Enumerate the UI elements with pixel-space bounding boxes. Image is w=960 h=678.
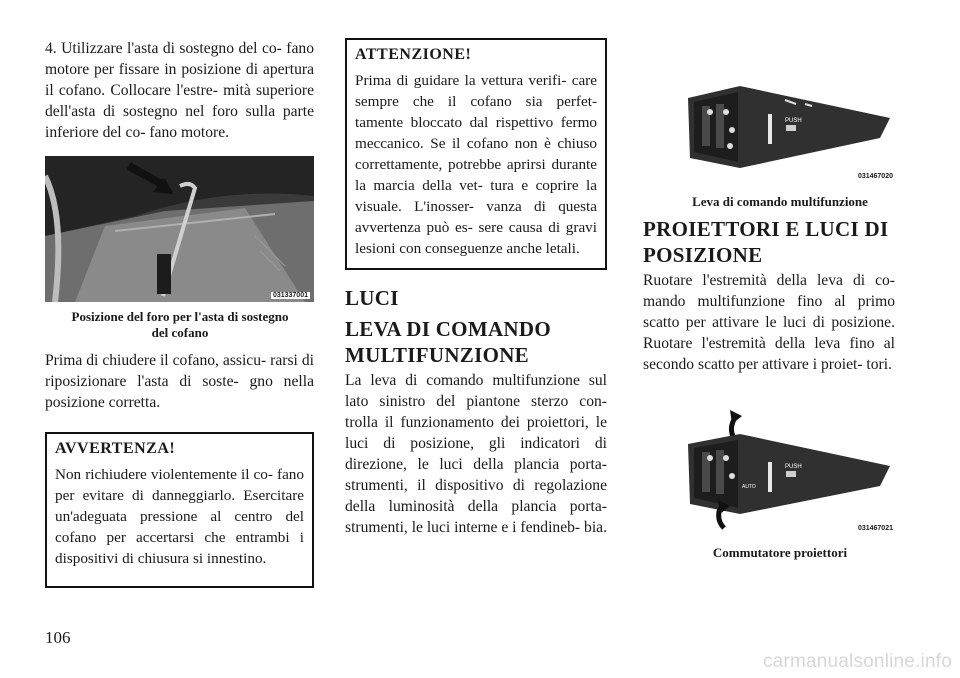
subsection-title-proiettori: PROIETTORI E LUCI DI POSIZIONE: [643, 217, 889, 267]
proiettori-body-text: Ruotare l'estremità della leva di co- mando multifunzione fino al primo scatto per attivare le luci di posizione. Ruotare l'estremità della leva fino al secondo scatto per attivare i proiet- tori.: [643, 272, 895, 373]
warning-text: Non richiudere violentemente il co- fano per evitare di danneggiarlo. Esercitare un'adeguata pressione al centro del cofano per accertarsi che entrambi i dispositivi di chiusura si innestino.: [55, 466, 304, 567]
warning-title: AVVERTENZA!: [55, 440, 176, 457]
headlamp-switch-image: [680, 408, 895, 534]
leva-body-text: La leva di comando multifunzione sul lato sinistro del piantone sterzo con- trolla il funzionamento dei proiettori, le luci di posizione, gli indicatori di direzione, le luci della plancia porta- strumenti, il dispositivo di regolazione della luminosità della plancia porta- strumenti, le luci interne e i fendineb- bia.: [345, 372, 607, 536]
watermark: carmanualsonline.info: [762, 651, 952, 672]
multifunction-lever-image: [680, 78, 895, 182]
step-4-text: 4. Utilizzare l'asta di sostegno del co- fano motore per fissare in posizione di apertura il cofano. Collocare l'estre- mità superiore dell'asta di sostegno nel foro sulla parte inferiore del co- fano motore.: [45, 40, 314, 141]
lever-auto-label: AUTO: [742, 484, 756, 490]
photo-code: 031337001: [272, 292, 308, 299]
caution-text: Prima di guidare la vettura verifi- care sempre che il cofano sia perfet- tamente bloccato dal rispettivo fermo meccanico. Se il cofano non è chiuso correttamente, potrebbe aprirsi durante la marcia della vet- tura e coprire la visuale. L'inosser- vanza di questa avvertenza può es- sere causa di gravi lesioni con conseguenze anche letali.: [355, 72, 597, 257]
page-number: 106: [45, 628, 71, 647]
subsection-title-leva: LEVA DI COMANDO MULTIFUNZIONE: [345, 317, 551, 367]
hood-prop-rod-photo: [45, 156, 314, 302]
section-title-luci: LUCI: [345, 286, 399, 310]
image2-caption: Commutatore proiettori: [712, 545, 848, 560]
caution-title: ATTENZIONE!: [355, 46, 472, 63]
warning-box: [45, 432, 314, 588]
lever-push-label: PUSH: [785, 118, 802, 124]
lever-push-label-2: PUSH: [785, 464, 802, 470]
image1-code: 031467020: [857, 173, 893, 180]
photo-caption: Posizione del foro per l'asta di sostegno del cofano: [71, 309, 289, 340]
image2-code: 031467021: [857, 525, 893, 532]
image1-caption: Leva di comando multifunzione: [692, 194, 868, 209]
closing-text: Prima di chiudere il cofano, assicu- rarsi di riposizionare l'asta di soste- gno nella posizione corretta.: [45, 352, 314, 411]
caution-box: [345, 38, 607, 270]
